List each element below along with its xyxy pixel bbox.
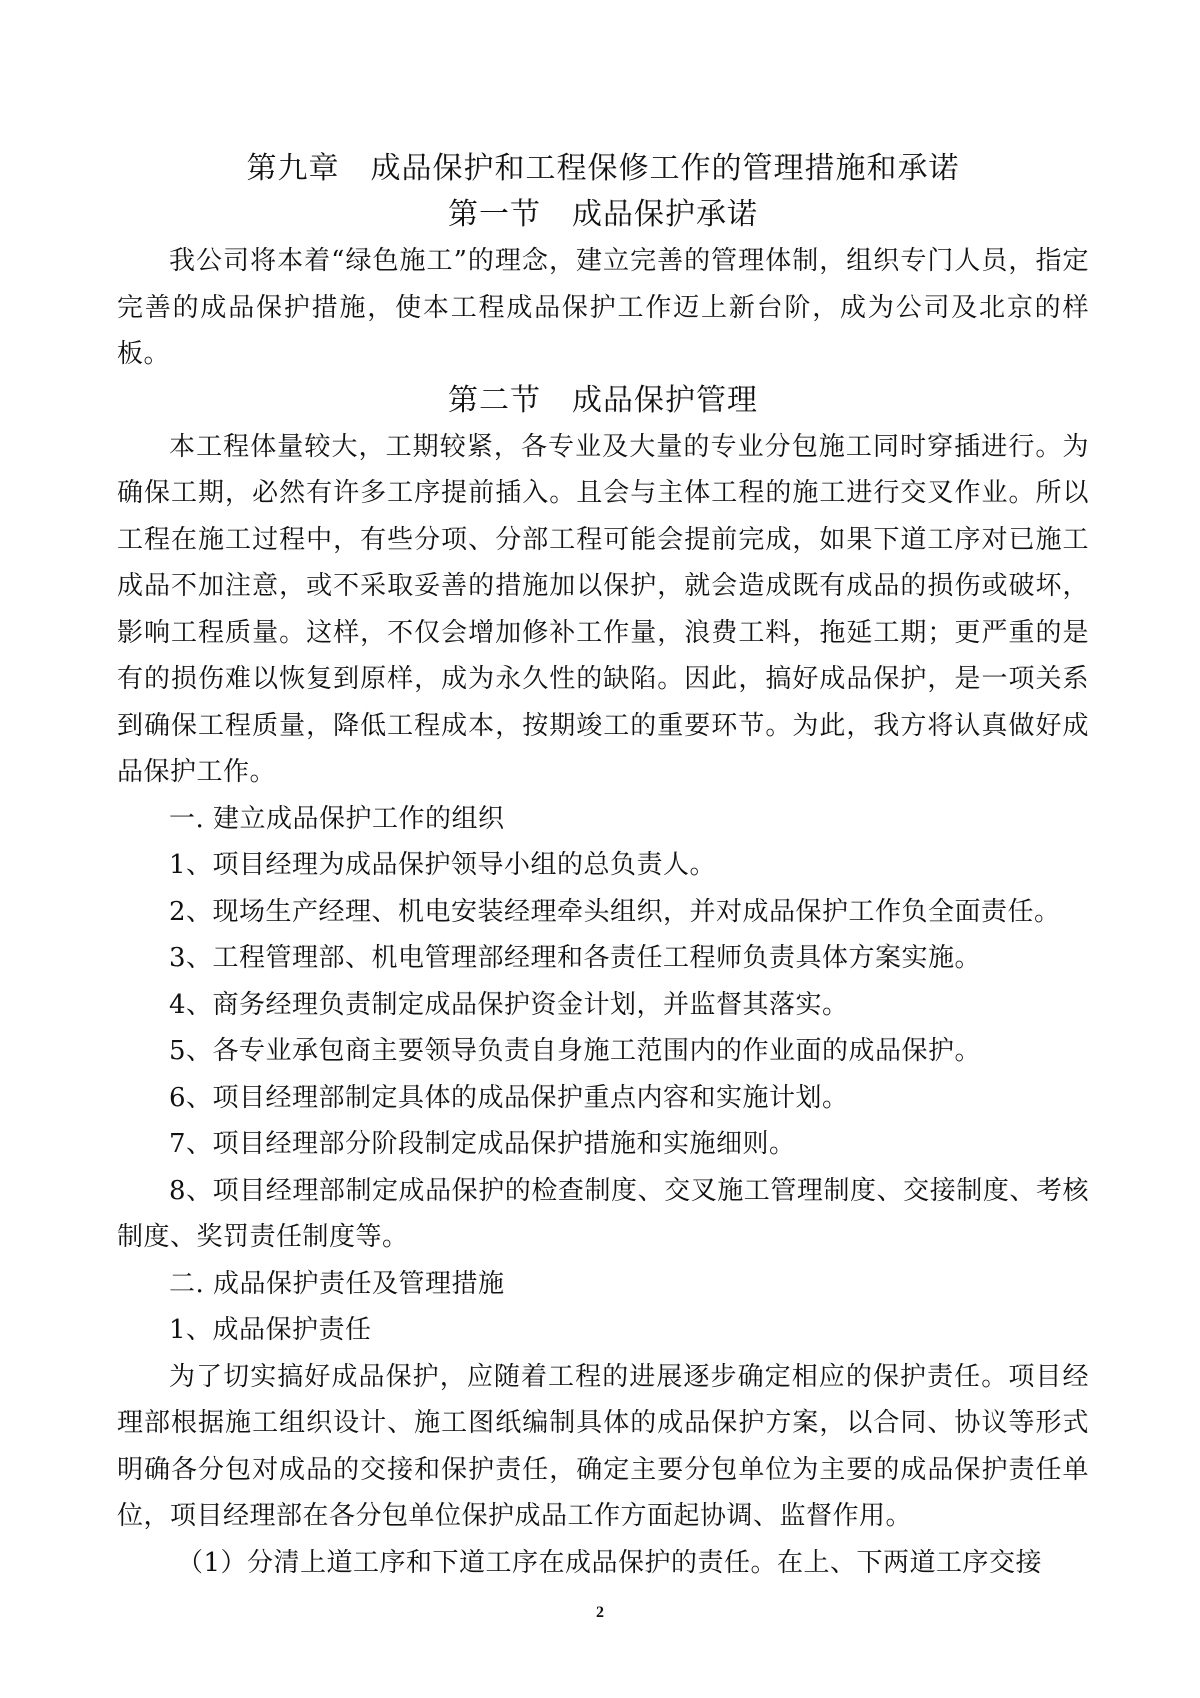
chapter-title: 第九章 成品保护和工程保修工作的管理措施和承诺 bbox=[246, 151, 960, 186]
org-item-4: 4、商务经理负责制定成品保护资金计划，并监督其落实。 bbox=[169, 989, 849, 1020]
heading-organization: 一. 建立成品保护工作的组织 bbox=[169, 803, 505, 834]
org-item-5: 5、各专业承包商主要领导负责自身施工范围内的作业面的成品保护。 bbox=[169, 1036, 982, 1066]
org-item-1: 1、项目经理为成品保护领导小组的总负责人。 bbox=[169, 850, 717, 880]
responsibility-paragraph: 为了切实搞好成品保护，应随着工程的进展逐步确定相应的保护责任。项目经理部根据施工组织设计、施工图纸编制具体的成品保护方案，以合同、协议等形式明确各分包对成品的交接和保护责任，确定主要分包单位为主要的成品保护责任单位，项目经理部在各分包单位保护成品工作方面起协调、监督作用。 bbox=[117, 1361, 1089, 1531]
org-item-2: 2、现场生产经理、机电安装经理牵头组织，并对成品保护工作负全面责任。 bbox=[169, 896, 1061, 927]
page-content bbox=[117, 146, 1089, 1586]
org-item-3: 3、工程管理部、机电管理部经理和各责任工程师负责具体方案实施。 bbox=[169, 943, 982, 973]
org-item-8: 8、项目经理部制定成品保护的检查制度、交叉施工管理制度、交接制度、考核制度、奖罚责任制度等。 bbox=[117, 1175, 1089, 1252]
section1-paragraph: 我公司将本着“绿色施工”的理念，建立完善的管理体制，组织专门人员，指定完善的成品保护措施，使本工程成品保护工作迈上新台阶，成为公司及北京的样板。 bbox=[117, 246, 1089, 369]
section-title-1: 第一节 成品保护承诺 bbox=[448, 197, 758, 232]
org-item-7: 7、项目经理部分阶段制定成品保护措施和实施细则。 bbox=[169, 1129, 796, 1159]
section-title-2: 第二节 成品保护管理 bbox=[448, 382, 758, 418]
sub-heading-responsibility: 1、成品保护责任 bbox=[169, 1315, 372, 1345]
heading-responsibility: 二. 成品保护责任及管理措施 bbox=[169, 1268, 505, 1299]
section2-paragraph: 本工程体量较大，工期较紧，各专业及大量的专业分包施工同时穿插进行。为确保工期，必然有许多工序提前插入。且会与主体工程的施工进行交叉作业。所以工程在施工过程中，有些分项、分部工程可能会提前完成，如果下道工序对已施工成品不加注意，或不采取妥善的措施加以保护，就会造成既有成品的损伤或破坏，影响工程质量。这样，不仅会增加修补工作量，浪费工料，拖延工期；更严重的是有的损伤难以恢复到原样，成为永久性的缺陷。因此，搞好成品保护，是一项关系到确保工程质量，降低工程成本，按期竣工的重要环节。为此，我方将认真做好成品保护工作。 bbox=[117, 431, 1089, 787]
responsibility-item-1: （1）分清上道工序和下道工序在成品保护的责任。在上、下两道工序交接 bbox=[177, 1547, 1043, 1578]
page-number: 2 bbox=[596, 1604, 604, 1621]
org-item-6: 6、项目经理部制定具体的成品保护重点内容和实施计划。 bbox=[169, 1082, 849, 1113]
